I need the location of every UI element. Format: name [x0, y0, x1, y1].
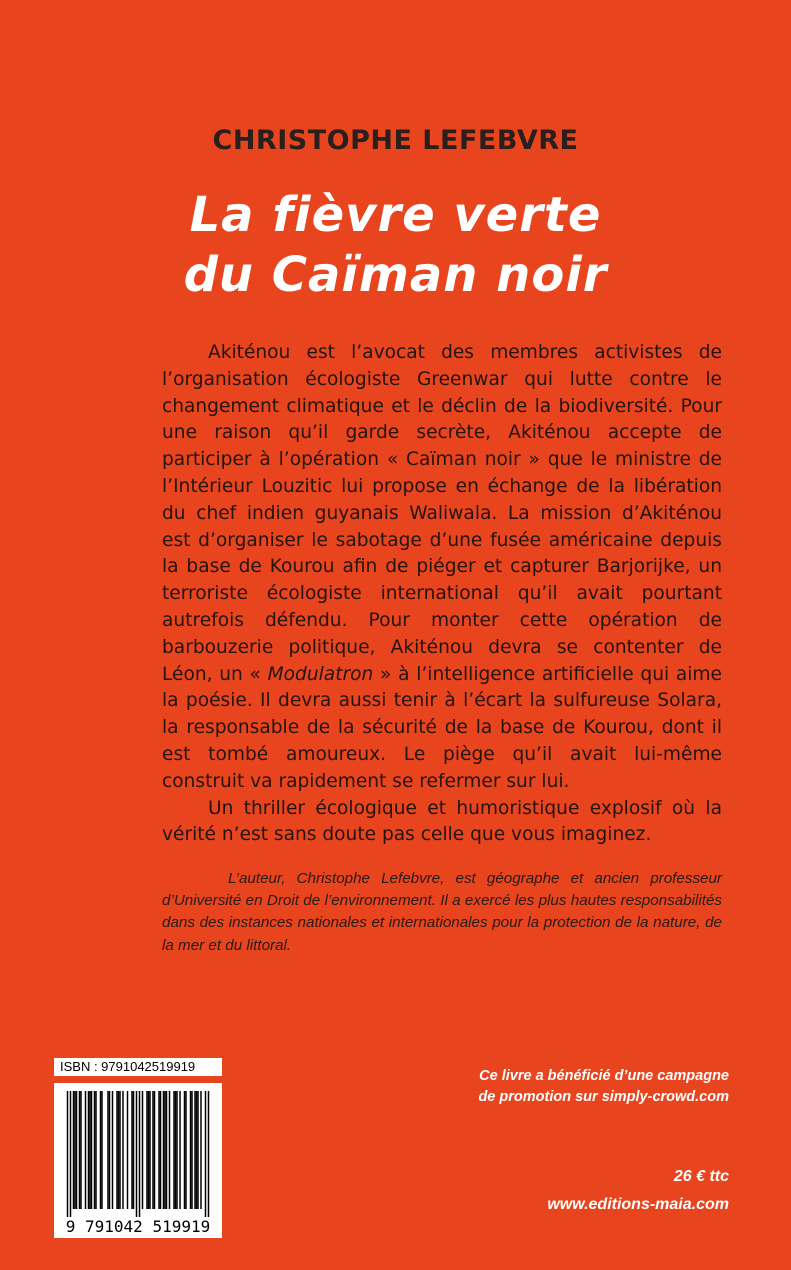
barcode-bar — [67, 1091, 69, 1217]
barcode-bar — [119, 1091, 121, 1209]
barcode-digits: 9 791042 519919 — [65, 1217, 211, 1236]
barcode-bar — [88, 1091, 90, 1209]
barcode-bar — [166, 1091, 168, 1209]
barcode-bar — [163, 1091, 165, 1209]
barcode-bar — [136, 1091, 138, 1217]
book-title — [0, 185, 791, 305]
synopsis — [162, 340, 722, 849]
barcode-bar — [112, 1091, 114, 1209]
barcode-bar — [185, 1091, 187, 1209]
barcode-bar — [208, 1091, 210, 1217]
barcode-bar — [190, 1091, 192, 1209]
author-bio-text: L’auteur, Christophe Lefebvre, est géographe et ancien professeur d’Université en Droit de l’environnement. Il a exercé les plus hautes responsabilités dans des instances nationales et internationales pour la protection de la nature, de la mer et du littoral. — [162, 870, 722, 954]
barcode-bar — [160, 1091, 162, 1209]
barcode-bar — [107, 1091, 109, 1209]
barcode-bar — [74, 1091, 76, 1209]
barcode-bar — [79, 1091, 81, 1209]
book-title-line-2: du Caïman noir — [183, 247, 608, 303]
barcode-bar — [118, 1091, 120, 1209]
publisher-website: www.editions-maia.com — [547, 1196, 729, 1213]
synopsis-paragraph-1 — [162, 340, 722, 796]
barcode-bar — [148, 1091, 150, 1209]
barcode-bar — [152, 1091, 154, 1209]
synopsis-paragraph-2: Un thriller écologique et humoristique explosif où la vérité n’est sans doute pas celle que vous imaginez. — [162, 797, 722, 846]
barcode-bar — [131, 1091, 133, 1209]
barcode-graphic — [54, 1083, 222, 1238]
barcode-bar — [191, 1091, 193, 1209]
barcode-bar — [205, 1091, 207, 1217]
barcode-bar — [122, 1091, 124, 1209]
barcode-bar — [70, 1091, 72, 1217]
promotion-line-2: de promotion sur simply-crowd.com — [478, 1089, 729, 1105]
barcode-bar — [127, 1091, 129, 1209]
barcode-bar — [76, 1091, 78, 1209]
barcode-bar — [176, 1091, 178, 1209]
barcode-bar — [139, 1091, 141, 1217]
price: 26 € ttc — [673, 1168, 729, 1185]
barcode-bar — [196, 1091, 198, 1209]
barcode-bar — [197, 1091, 199, 1209]
barcode-bar — [73, 1091, 75, 1209]
isbn-label: ISBN : 9791042519919 — [54, 1058, 222, 1076]
barcode-bar — [184, 1091, 186, 1209]
barcode-bar — [100, 1091, 102, 1209]
barcode-bar — [85, 1091, 87, 1209]
barcode-bar — [194, 1091, 196, 1209]
barcode-bar — [179, 1091, 181, 1209]
promotion-note — [478, 1066, 729, 1108]
synopsis-p1-italic: Modulatron — [267, 663, 374, 685]
promotion-line-1: Ce livre a bénéficié d’une campagne — [479, 1068, 729, 1084]
barcode-bar — [94, 1091, 96, 1209]
barcode-bar — [133, 1091, 135, 1209]
barcode-bar — [175, 1091, 177, 1209]
barcode-bar — [142, 1091, 144, 1209]
barcode-bar — [164, 1091, 166, 1209]
barcode-bar — [95, 1091, 97, 1209]
barcode-bar — [89, 1091, 91, 1209]
barcode-bar — [154, 1091, 156, 1209]
barcode-bar — [116, 1091, 118, 1209]
synopsis-p1-start: Akiténou est l’avocat des membres activistes de l’organisation écologiste Greenwar qui lutte contre le changement climatique et le déclin de la biodiversité. Pour une raison qu’il garde secrète, Akiténou accepte de participer à l’opération « Caïman noir » que le ministre de l’Intérieur Louzitic lui propose en échange de la libération du chef indien guyanais Waliwala. La mission d’Akiténou est d’organiser le sabotage d’une fusée américaine depuis la base de Kourou afin de piéger et capturer Barjorijke, un terroriste écologiste international qu’il avait pourtant autrefois défendu. Pour monter cette opération de barbouzerie politique, Akiténou devra se contenter de Léon, un « — [162, 342, 722, 685]
barcode-bar — [200, 1091, 202, 1209]
barcode-bar — [158, 1091, 160, 1209]
barcode-bar — [101, 1091, 103, 1209]
barcode-bar — [91, 1091, 93, 1209]
barcode-bar — [149, 1091, 151, 1209]
barcode — [54, 1083, 222, 1238]
author-name: CHRISTOPHE LEFEBVRE — [212, 125, 579, 156]
synopsis-p1-end: » à l’intelligence artificielle qui aime la poésie. Il devra aussi tenir à l’écart la sulfureuse Solara, la responsable de la sécurité de la base de Kourou, dont il est tombé amoureux. Le piège qu’il avait lui-même construit va rapidement se refermer sur lui. — [162, 663, 722, 792]
barcode-bar — [169, 1091, 171, 1209]
barcode-bar — [146, 1091, 148, 1209]
author-bio — [162, 868, 722, 957]
barcode-bar — [173, 1091, 175, 1209]
book-title-line-1: La fièvre verte — [189, 187, 602, 243]
barcode-bar — [109, 1091, 111, 1209]
barcode-bar — [80, 1091, 82, 1209]
